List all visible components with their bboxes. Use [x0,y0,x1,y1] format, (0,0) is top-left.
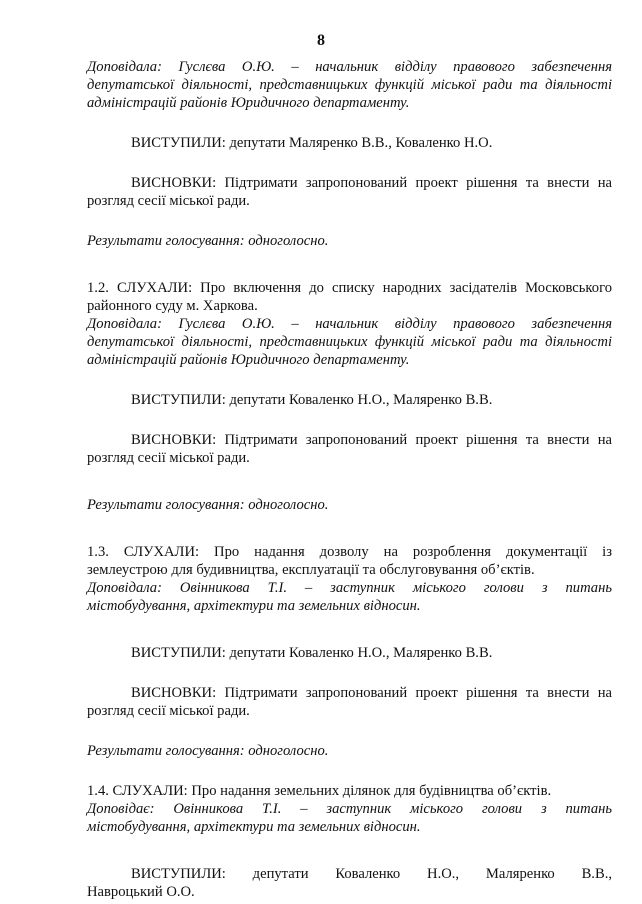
heard-line: районного суду м. Харкова. [87,298,258,314]
conclusion-block [87,431,612,467]
heard-line: 1.2. СЛУХАЛИ: Про включення до списку народних засідателів Московського [87,280,612,296]
reporter-line: містобудування, архітектури та земельних відносин. [87,819,421,835]
voting-result: Результати голосування: одноголосно. [87,497,329,513]
speakers-block [87,865,612,901]
conclusion-line: ВИСНОВКИ: Підтримати запропонований проект рішення та внести на [131,175,612,191]
conclusion-line: розгляд сесії міської ради. [87,193,250,209]
heard-block [87,279,612,315]
conclusion-block [87,684,612,720]
reporter-line: депутатської діяльності, представницьких функцій міської ради та діяльності [87,334,612,350]
conclusion-line: ВИСНОВКИ: Підтримати запропонований проект рішення та внести на [131,432,612,448]
reporter-block [87,579,612,615]
reporter-line: Доповідає: Овінникова Т.І. – заступник міського голови з питань [87,801,612,817]
reporter-block [87,800,612,836]
conclusion-block [87,174,612,210]
speakers-line: ВИСТУПИЛИ: депутати Коваленко Н.О., Маляренко В.В., [131,866,612,882]
reporter-line: Доповідала: Овінникова Т.І. – заступник міського голови з питань [87,580,612,596]
speakers-line: ВИСТУПИЛИ: депутати Коваленко Н.О., Маляренко В.В. [131,392,493,408]
speakers-line: Навроцький О.О. [87,884,195,900]
reporter-block [87,315,612,369]
agenda-item-1-3 [87,543,612,760]
speakers-line: ВИСТУПИЛИ: депутати Маляренко В.В., Коваленко Н.О. [131,135,493,151]
agenda-item-1-4 [87,782,612,901]
reporter-line: Доповідала: Гуслєва О.Ю. – начальник відділу правового забезпечення [87,59,612,75]
agenda-item-1-1 [87,58,612,250]
conclusion-line: розгляд сесії міської ради. [87,703,250,719]
reporter-line: адміністрацій районів Юридичного департаменту. [87,95,410,111]
heard-block [87,543,612,579]
voting-result: Результати голосування: одноголосно. [87,233,329,249]
conclusion-line: розгляд сесії міської ради. [87,450,250,466]
agenda-item-1-2 [87,279,612,514]
heard-line: 1.3. СЛУХАЛИ: Про надання дозволу на розроблення документації із [87,544,612,560]
reporter-line: депутатської діяльності, представницьких функцій міської ради та діяльності [87,77,612,93]
heard-line: 1.4. СЛУХАЛИ: Про надання земельних ділянок для будівництва об’єктів. [87,783,552,799]
reporter-line: містобудування, архітектури та земельних відносин. [87,598,421,614]
reporter-line: Доповідала: Гуслєва О.Ю. – начальник відділу правового забезпечення [87,316,612,332]
page-number: 8 [317,32,325,49]
heard-line: землеустрою для будивництва, експлуатації та обслуговування об’єктів. [87,562,535,578]
reporter-block [87,58,612,112]
conclusion-line: ВИСНОВКИ: Підтримати запропонований проект рішення та внести на [131,685,612,701]
reporter-line: адміністрацій районів Юридичного департаменту. [87,352,410,368]
speakers-line: ВИСТУПИЛИ: депутати Коваленко Н.О., Маляренко В.В. [131,645,493,661]
voting-result: Результати голосування: одноголосно. [87,743,329,759]
document-body [87,58,612,901]
